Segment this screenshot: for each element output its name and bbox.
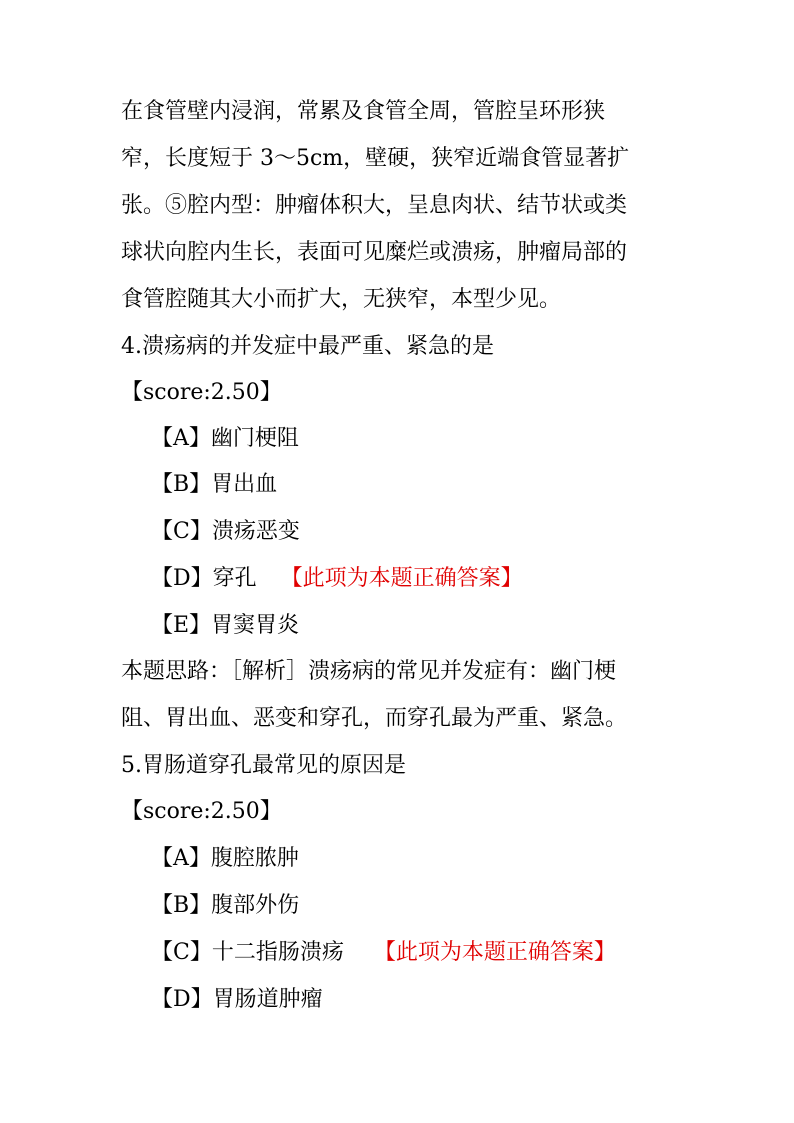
question-4-stem: 4.溃疡病的并发症中最严重、紧急的是 <box>121 334 494 359</box>
q4-option-c: 【C】溃疡恶变 <box>151 519 300 544</box>
q4-option-d: 【D】穿孔 <box>151 566 257 591</box>
passage-line: 窄，长度短于 3～5cm，壁硬，狭窄近端食管显著扩 <box>121 146 630 171</box>
passage-line: 在食管壁内浸润，常累及食管全周，管腔呈环形狭 <box>121 99 606 124</box>
q5-option-a: 【A】腹腔脓肿 <box>151 846 299 871</box>
q4-option-a: 【A】幽门梗阻 <box>151 426 299 451</box>
q5-option-b: 【B】腹部外伤 <box>151 893 300 918</box>
q5-option-c-row <box>151 938 616 968</box>
q4-analysis-line: 本题思路：［解析］溃疡病的常见并发症有：幽门梗 <box>121 659 617 684</box>
question-5-score: 【score:2.50】 <box>121 799 282 824</box>
q4-option-e: 【E】胃窦胃炎 <box>151 613 300 638</box>
q4-analysis-line: 阻、胃出血、恶变和穿孔，而穿孔最为严重、紧急。 <box>121 706 628 731</box>
q4-option-b: 【B】胃出血 <box>151 472 278 497</box>
question-4-score: 【score:2.50】 <box>121 380 282 405</box>
question-5-stem: 5.胃肠道穿孔最常见的原因是 <box>121 753 406 778</box>
q5-correct-answer-mark: 【此项为本题正确答案】 <box>373 940 616 965</box>
q4-correct-answer-mark: 【此项为本题正确答案】 <box>280 566 523 591</box>
q4-option-d-row <box>151 564 523 594</box>
passage-line: 张。⑤腔内型：肿瘤体积大，呈息肉状、结节状或类 <box>121 193 628 218</box>
q5-option-d: 【D】胃肠道肿瘤 <box>151 987 323 1012</box>
q5-option-c: 【C】十二指肠溃疡 <box>151 940 344 965</box>
passage-line: 球状向腔内生长，表面可见糜烂或溃疡，肿瘤局部的 <box>121 240 628 265</box>
passage-line: 食管腔随其大小而扩大，无狭窄，本型少见。 <box>121 287 562 312</box>
